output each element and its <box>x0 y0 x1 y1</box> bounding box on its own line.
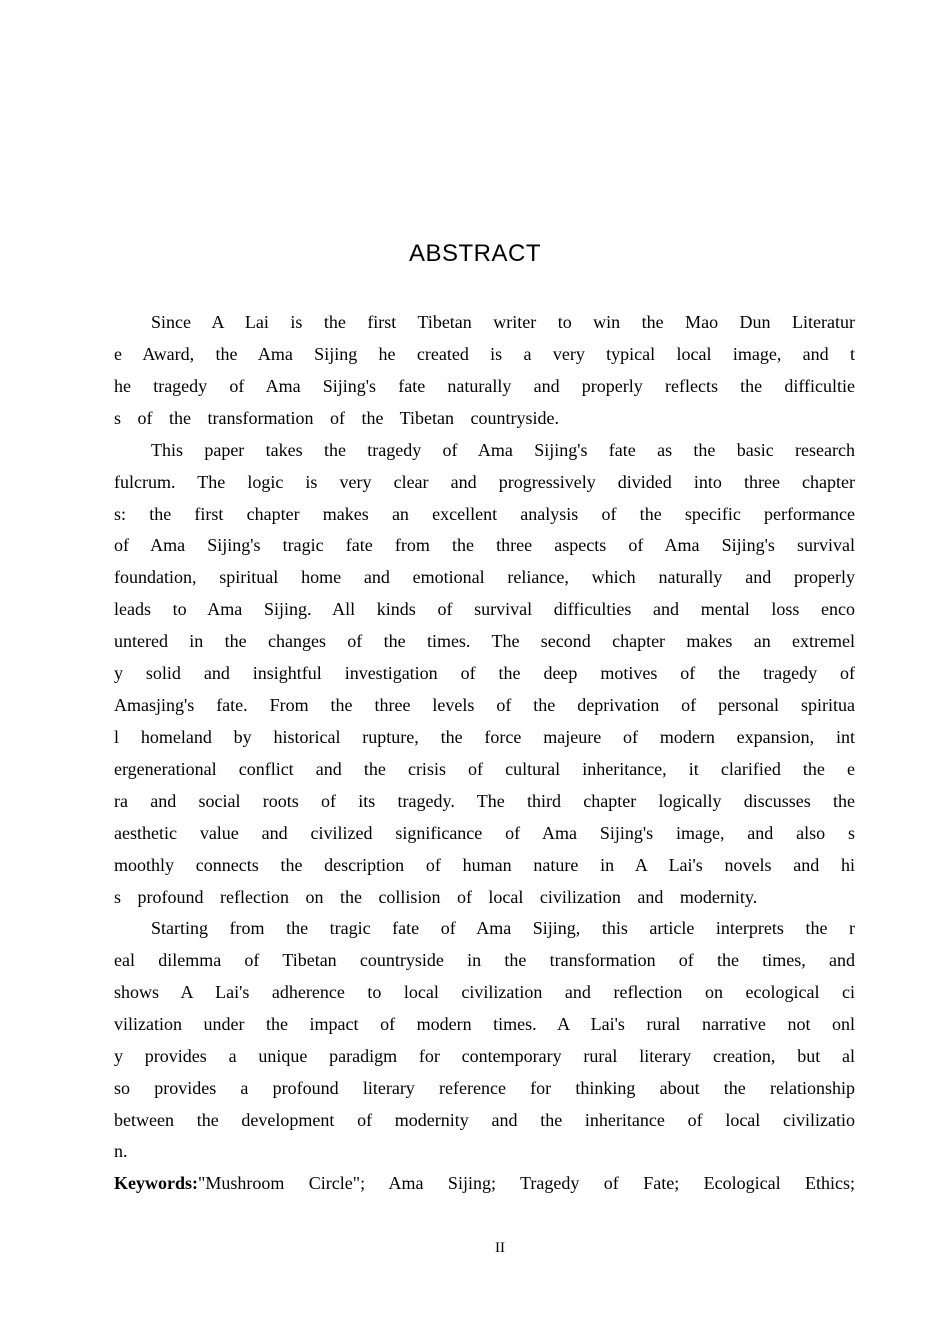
abstract-line: so provides a profound literary reference for thinking about the relationship <box>114 1078 855 1098</box>
abstract-line: s: the first chapter makes an excellent analysis of the specific performance <box>114 504 855 524</box>
abstract-line: vilization under the impact of modern times. A Lai's rural narrative not onl <box>114 1014 855 1034</box>
keywords-text: "Mushroom Circle"; Ama Sijing; Tragedy of Fate; Ecological Ethics; <box>198 1173 855 1193</box>
keywords-line <box>114 1167 855 1199</box>
abstract-line: aesthetic value and civilized significance of Ama Sijing's image, and also s <box>114 823 855 843</box>
abstract-line: of Ama Sijing's tragic fate from the three aspects of Ama Sijing's survival <box>114 535 855 555</box>
abstract-line: s profound reflection on the collision of local civilization and modernity. <box>114 887 758 907</box>
abstract-line: y provides a unique paradigm for contemporary rural literary creation, but al <box>114 1046 855 1066</box>
abstract-line: Since A Lai is the first Tibetan writer to win the Mao Dun Literatur <box>151 312 855 332</box>
abstract-line: n. <box>114 1141 128 1161</box>
abstract-line: y solid and insightful investigation of the deep motives of the tragedy of <box>114 663 855 683</box>
abstract-line: l homeland by historical rupture, the force majeure of modern expansion, int <box>114 727 855 747</box>
abstract-line: This paper takes the tragedy of Ama Sijing's fate as the basic research <box>151 440 855 460</box>
abstract-line: ergenerational conflict and the crisis of cultural inheritance, it clarified the e <box>114 759 855 779</box>
abstract-line: Amasjing's fate. From the three levels of the deprivation of personal spiritua <box>114 695 855 715</box>
abstract-line: ra and social roots of its tragedy. The third chapter logically discusses the <box>114 791 855 811</box>
abstract-line: untered in the changes of the times. The second chapter makes an extremel <box>114 631 855 651</box>
abstract-title: ABSTRACT <box>408 240 541 267</box>
abstract-line: Starting from the tragic fate of Ama Sijing, this article interprets the r <box>151 918 855 938</box>
abstract-line: between the development of modernity and the inheritance of local civilizatio <box>114 1110 855 1130</box>
page-number: II <box>495 1240 505 1256</box>
abstract-line: e Award, the Ama Sijing he created is a very typical local image, and t <box>114 344 855 364</box>
abstract-line: fulcrum. The logic is very clear and progressively divided into three chapter <box>114 472 855 492</box>
abstract-line: moothly connects the description of human nature in A Lai's novels and hi <box>114 855 855 875</box>
abstract-line: he tragedy of Ama Sijing's fate naturally and properly reflects the difficultie <box>114 376 855 396</box>
abstract-line: leads to Ama Sijing. All kinds of survival difficulties and mental loss enco <box>114 599 855 619</box>
abstract-line: s of the transformation of the Tibetan countryside. <box>114 408 559 428</box>
keywords-label: Keywords: <box>114 1173 198 1193</box>
abstract-line: eal dilemma of Tibetan countryside in the transformation of the times, and <box>114 950 855 970</box>
abstract-line: shows A Lai's adherence to local civilization and reflection on ecological ci <box>114 982 855 1002</box>
abstract-line: foundation, spiritual home and emotional reliance, which naturally and properly <box>114 567 855 587</box>
